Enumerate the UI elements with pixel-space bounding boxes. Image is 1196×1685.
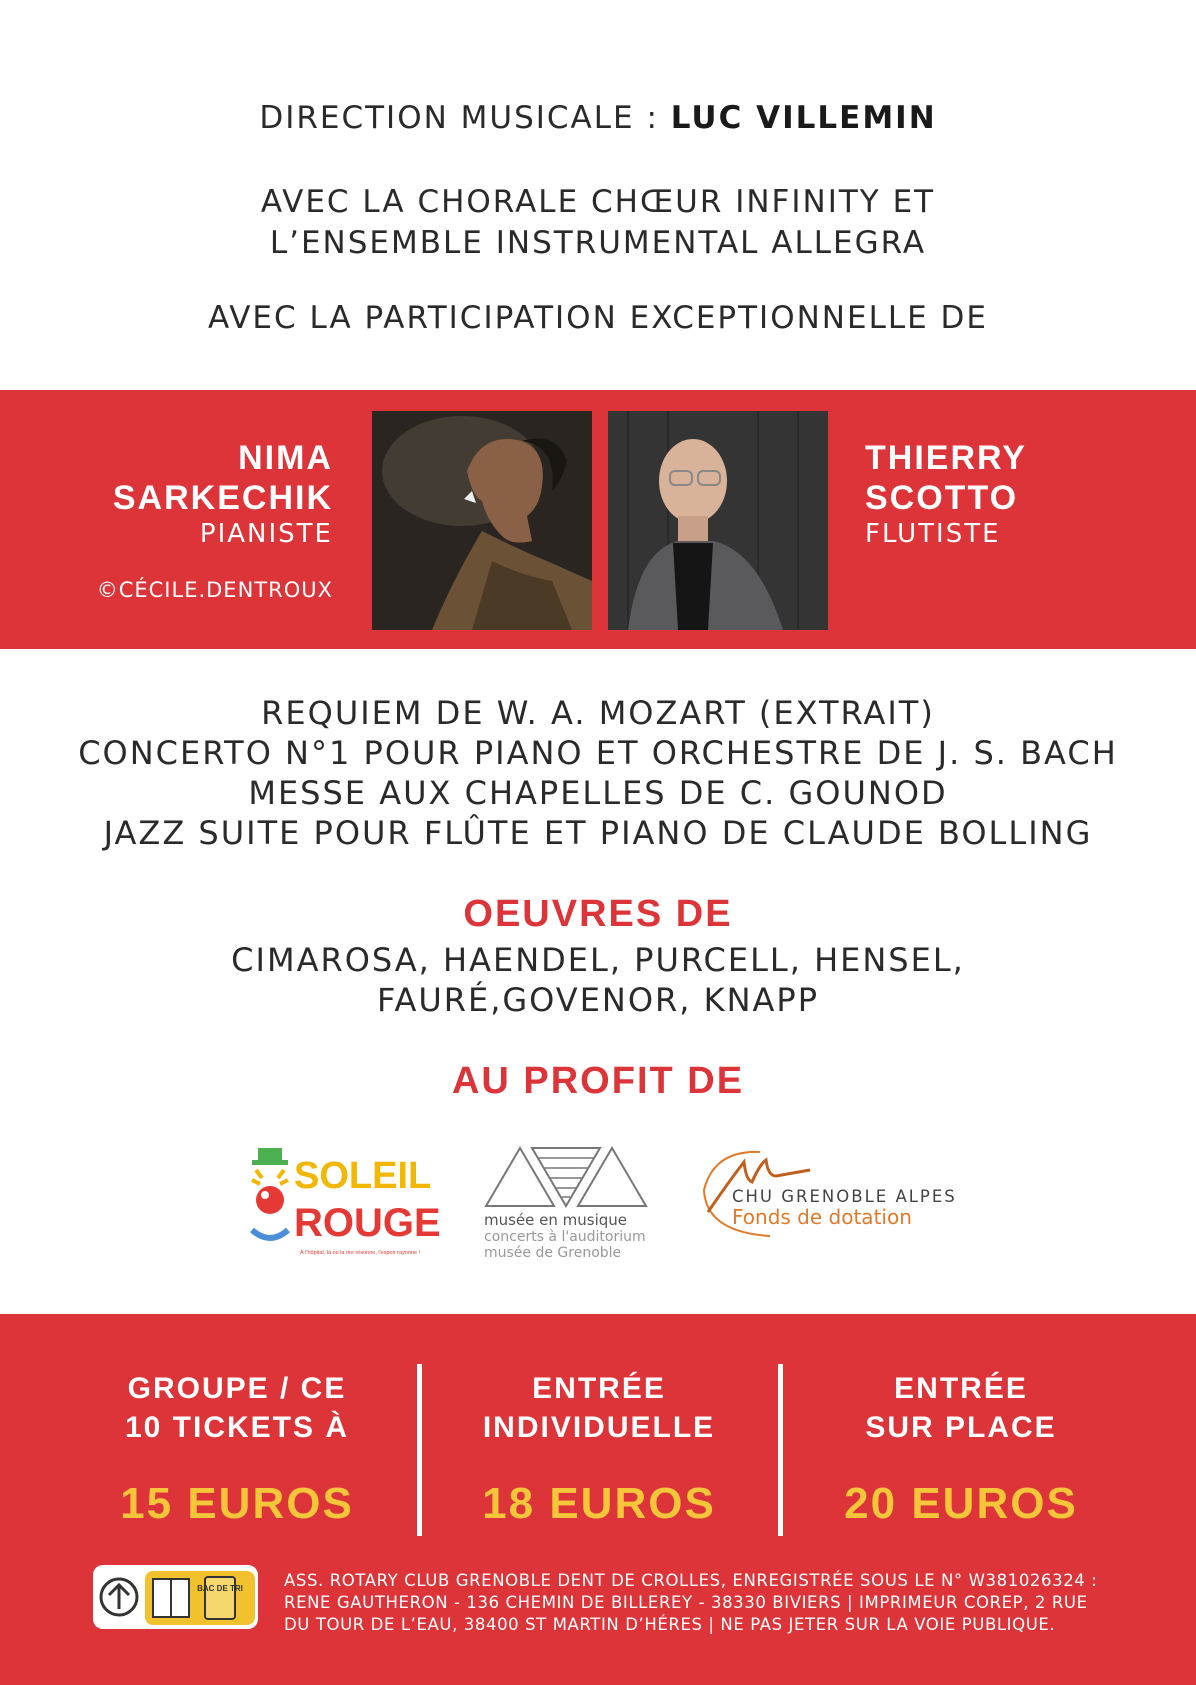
artist-right-role: FLUTISTE: [865, 519, 1001, 549]
price-label-line-1: ENTRÉE: [894, 1372, 1028, 1405]
artist-left: [113, 438, 333, 550]
price-label-line-2: 10 TICKETS À: [124, 1411, 350, 1444]
triman-recycling-badge: [93, 1565, 258, 1629]
composers-line-2: FAURÉ,GOVENOR, KNAPP: [376, 981, 820, 1019]
work-item: MESSE AUX CHAPELLES DE C. GOUNOD: [248, 774, 948, 812]
work-item: JAZZ SUITE POUR FLÛTE ET PIANO DE CLAUDE BOLLING: [103, 814, 1093, 852]
soleil-rouge-logo: [248, 1140, 441, 1265]
director-name: LUC VILLEMIN: [670, 100, 937, 136]
price-value: 20 EUROS: [844, 1479, 1078, 1528]
oeuvres-heading: OEUVRES DE: [463, 893, 733, 935]
work-item: CONCERTO N°1 POUR PIANO ET ORCHESTRE DE J. S. BACH: [78, 734, 1118, 772]
legal-mentions: [284, 1570, 1154, 1636]
musee-line-2: concerts à l'auditorium: [484, 1229, 646, 1245]
beneficiaries-heading: AU PROFIT DE: [451, 1060, 745, 1102]
prices-band: [0, 1314, 1196, 1685]
pianist-photo: [372, 411, 592, 630]
artist-right-name-1: THIERRY: [865, 439, 1027, 477]
musee-line-1: musée en musique: [484, 1211, 628, 1229]
flutist-photo-image: [608, 411, 828, 630]
artist-left-role: PIANISTE: [199, 519, 333, 549]
musee-en-musique-logo: [484, 1140, 649, 1265]
legal-line-3: DU TOUR DE L’EAU, 38400 ST MARTIN D’HÉRES | NE PAS JETER SUR LA VOIE PUBLIQUE.: [284, 1615, 1056, 1634]
price-label-line-1: GROUPE / CE: [127, 1372, 347, 1405]
soleil-tagline: À l'hôpital, là où la rire résonne, l'espoir rayonne !: [300, 1250, 421, 1256]
direction-label: DIRECTION MUSICALE :: [259, 100, 671, 136]
composers-line-1: CIMAROSA, HAENDEL, PURCELL, HENSEL,: [231, 941, 965, 979]
artist-left-name-2: SARKECHIK: [112, 479, 333, 517]
flutist-photo: [608, 411, 828, 630]
price-on-site: [780, 1369, 1142, 1529]
legal-line-2: RENE GAUTHERON - 136 CHEMIN DE BILLEREY - 38330 BIVIERS | IMPRIMEUR COREP, 2 RUE: [284, 1593, 1088, 1612]
choir-line-1: AVEC LA CHORALE CHŒUR INFINITY ET: [260, 184, 936, 220]
chu-grenoble-logo: [700, 1140, 970, 1240]
pianist-photo-image: [372, 411, 592, 630]
photo-credit: ©CÉCILE.DENTROUX: [96, 578, 333, 602]
triman-badge-text: BAC DE TRI: [197, 1584, 243, 1593]
price-label-line-2: SUR PLACE: [865, 1411, 1057, 1444]
price-individual: [418, 1369, 780, 1529]
chu-logo-graphic: [700, 1140, 970, 1240]
musee-logo-graphic: [484, 1140, 649, 1265]
works-list: [0, 693, 1196, 853]
price-label-line-2: INDIVIDUELLE: [482, 1411, 716, 1444]
soleil-word: SOLEIL: [294, 1155, 432, 1197]
chu-line-1: CHU GRENOBLE ALPES: [732, 1187, 957, 1206]
choir-lines: [0, 182, 1196, 264]
participation-line: AVEC LA PARTICIPATION EXCEPTIONNELLE DE: [207, 300, 989, 336]
artist-right-name-2: SCOTTO: [865, 479, 1019, 517]
work-item: REQUIEM DE W. A. MOZART (EXTRAIT): [261, 694, 935, 732]
artists-band: [0, 390, 1196, 649]
composers-list: [0, 940, 1196, 1020]
artist-right: [865, 438, 1027, 550]
chu-line-2: Fonds de dotation: [732, 1205, 912, 1229]
price-label-line-1: ENTRÉE: [532, 1372, 666, 1405]
price-value: 18 EUROS: [482, 1479, 716, 1528]
price-value: 15 EUROS: [120, 1479, 354, 1528]
direction-line: [0, 100, 1196, 136]
legal-line-1: ASS. ROTARY CLUB GRENOBLE DENT DE CROLLES, ENREGISTRÉE SOUS LE N° W381026324 :: [284, 1571, 1098, 1590]
rouge-word: ROUGE: [294, 1201, 441, 1245]
artist-left-name-1: NIMA: [238, 439, 333, 477]
price-group: [56, 1369, 418, 1529]
musee-line-3: musée de Grenoble: [484, 1245, 622, 1261]
choir-line-2: L’ENSEMBLE INSTRUMENTAL ALLEGRA: [269, 225, 927, 261]
soleil-rouge-logo-graphic: [248, 1140, 441, 1265]
recycling-icon: [93, 1565, 258, 1629]
